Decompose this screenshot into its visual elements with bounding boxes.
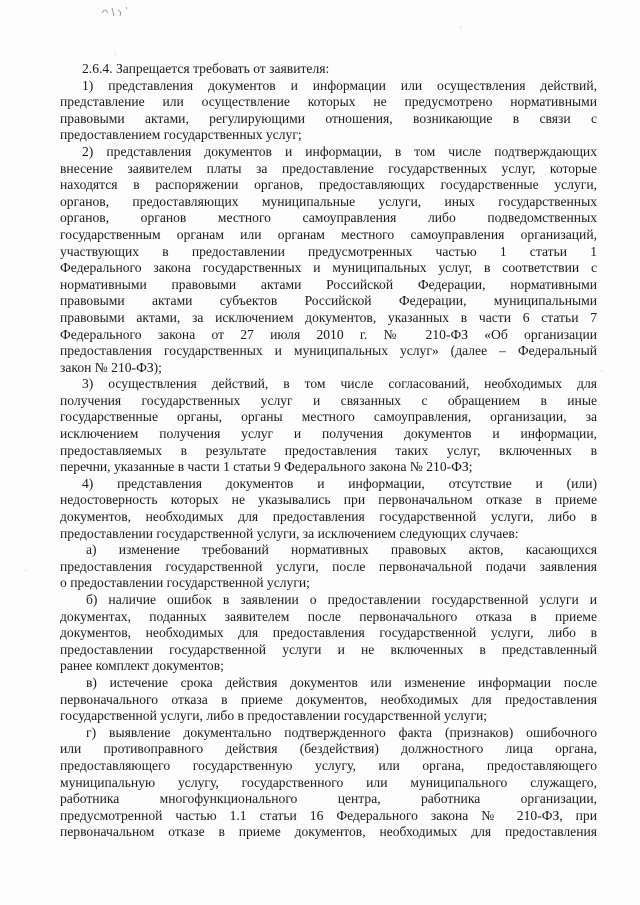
text-line: б) наличие ошибок в заявлении о предоставлении государственной услуги и: [86, 592, 597, 607]
text-line: документах, поданных заявителем после первоначального отказа в приеме: [60, 608, 597, 624]
text-line: документов, необходимых для предоставления государственной услуги, либо в: [60, 625, 597, 641]
document-text: [60, 61, 597, 841]
text-line: г) выявление документально подтвержденного факта (признаков) ошибочного: [86, 724, 597, 740]
text-line: органов, предоставляющих муниципальные услуги, иных государственных: [60, 193, 597, 209]
text-line: предусмотренной частью 1.1 статьи 16 Федерального закона № 210-ФЗ, при: [60, 807, 597, 823]
text-line: закон № 210-ФЗ);: [60, 359, 162, 375]
text-line: органов, органов местного самоуправления либо подведомственных: [60, 210, 597, 226]
text-line: предоставляющего государственную услугу, или органа, предоставляющего: [60, 757, 597, 773]
text-line: Федерального закона государственных и муниципальных услуг, в соответствии с: [60, 260, 597, 276]
text-line: участвующих в предоставлении предусмотренных частью 1 статьи 1: [60, 243, 597, 259]
text-line: Федерального закона от 27 июля 2010 г. № 210-ФЗ «Об организации: [60, 326, 597, 342]
text-line: недостоверность которых не указывались при первоначальном отказе в приеме: [60, 492, 597, 508]
section-heading: 2.6.4. Запрещается требовать от заявителя:: [82, 61, 330, 76]
text-line: или противоправного действия (бездействия) должностного лица органа,: [60, 741, 597, 757]
text-line: представление или осуществление которых не предусмотрено нормативными: [60, 94, 597, 110]
text-line: предоставлением государственных услуг;: [60, 127, 302, 143]
text-line: 3) осуществления действий, в том числе согласований, необходимых для: [82, 376, 597, 392]
text-line: 2) представления документов и информации, в том числе подтверждающих: [82, 143, 597, 159]
text-line: получения государственных услуг и связанных с обращением в иные: [60, 392, 597, 408]
scan-artifact-icon: [96, 4, 136, 18]
text-line: перечни, указанные в части 1 статьи 9 Федерального закона № 210-ФЗ;: [60, 459, 473, 475]
text-line: предоставляемых в результате предоставления таких услуг, включенных в: [60, 442, 597, 458]
text-line: исключением получения услуг и получения документов и информации,: [60, 426, 597, 442]
text-line: нормативными правовыми актами Российской Федерации, нормативными: [60, 276, 597, 292]
text-line: 1) представления документов и информации или осуществления действий,: [82, 77, 597, 93]
text-line: первоначального отказа в приеме документов, необходимых для предоставления: [60, 691, 597, 707]
text-line: о предоставлении государственной услуги;: [60, 575, 310, 591]
text-line: первоначальном отказе в приеме документов, необходимых для предоставления: [60, 824, 597, 840]
text-line: внесение заявителем платы за предоставление государственных услуг, которые: [60, 160, 597, 176]
text-line: государственной услуги, либо в предоставлении государственной услуги;: [60, 708, 488, 724]
text-line: правовыми актами, регулирующими отношения, возникающие в связи с: [60, 110, 597, 126]
text-line: ранее комплект документов;: [60, 658, 224, 674]
text-line: в) истечение срока действия документов или изменение информации после: [86, 674, 597, 690]
text-line: правовыми актами, за исключением документов, указанных в части 6 статьи 7: [60, 309, 597, 325]
text-line: документов, необходимых для предоставления государственной услуги, либо в: [60, 509, 597, 525]
text-line: государственные органы, органы местного самоуправления, организации, за: [60, 409, 597, 425]
text-line: предоставлении государственной услуги и не включенных в представленный: [60, 641, 597, 657]
text-line: муниципальную услугу, государственного или муниципального служащего,: [60, 774, 597, 790]
text-line: предоставлении государственной услуги, за исключением следующих случаев:: [60, 525, 519, 541]
text-line: предоставления государственной услуги, после первоначальной подачи заявления: [60, 558, 597, 574]
text-line: государственным органам или органам местного самоуправления организаций,: [60, 226, 597, 242]
text-line: а) изменение требований нормативных правовых актов, касающихся: [86, 542, 597, 558]
text-line: находятся в распоряжении органов, предоставляющих государственные услуги,: [60, 177, 597, 193]
text-line: работника многофункционального центра, работника организации,: [60, 791, 597, 807]
text-line: предоставления государственных и муниципальных услуг» (далее – Федеральный: [60, 343, 597, 359]
text-line: правовыми актами субъектов Российской Федерации, муниципальными: [60, 293, 597, 309]
text-line: 4) представления документов и информации, отсутствие и (или): [82, 475, 597, 491]
